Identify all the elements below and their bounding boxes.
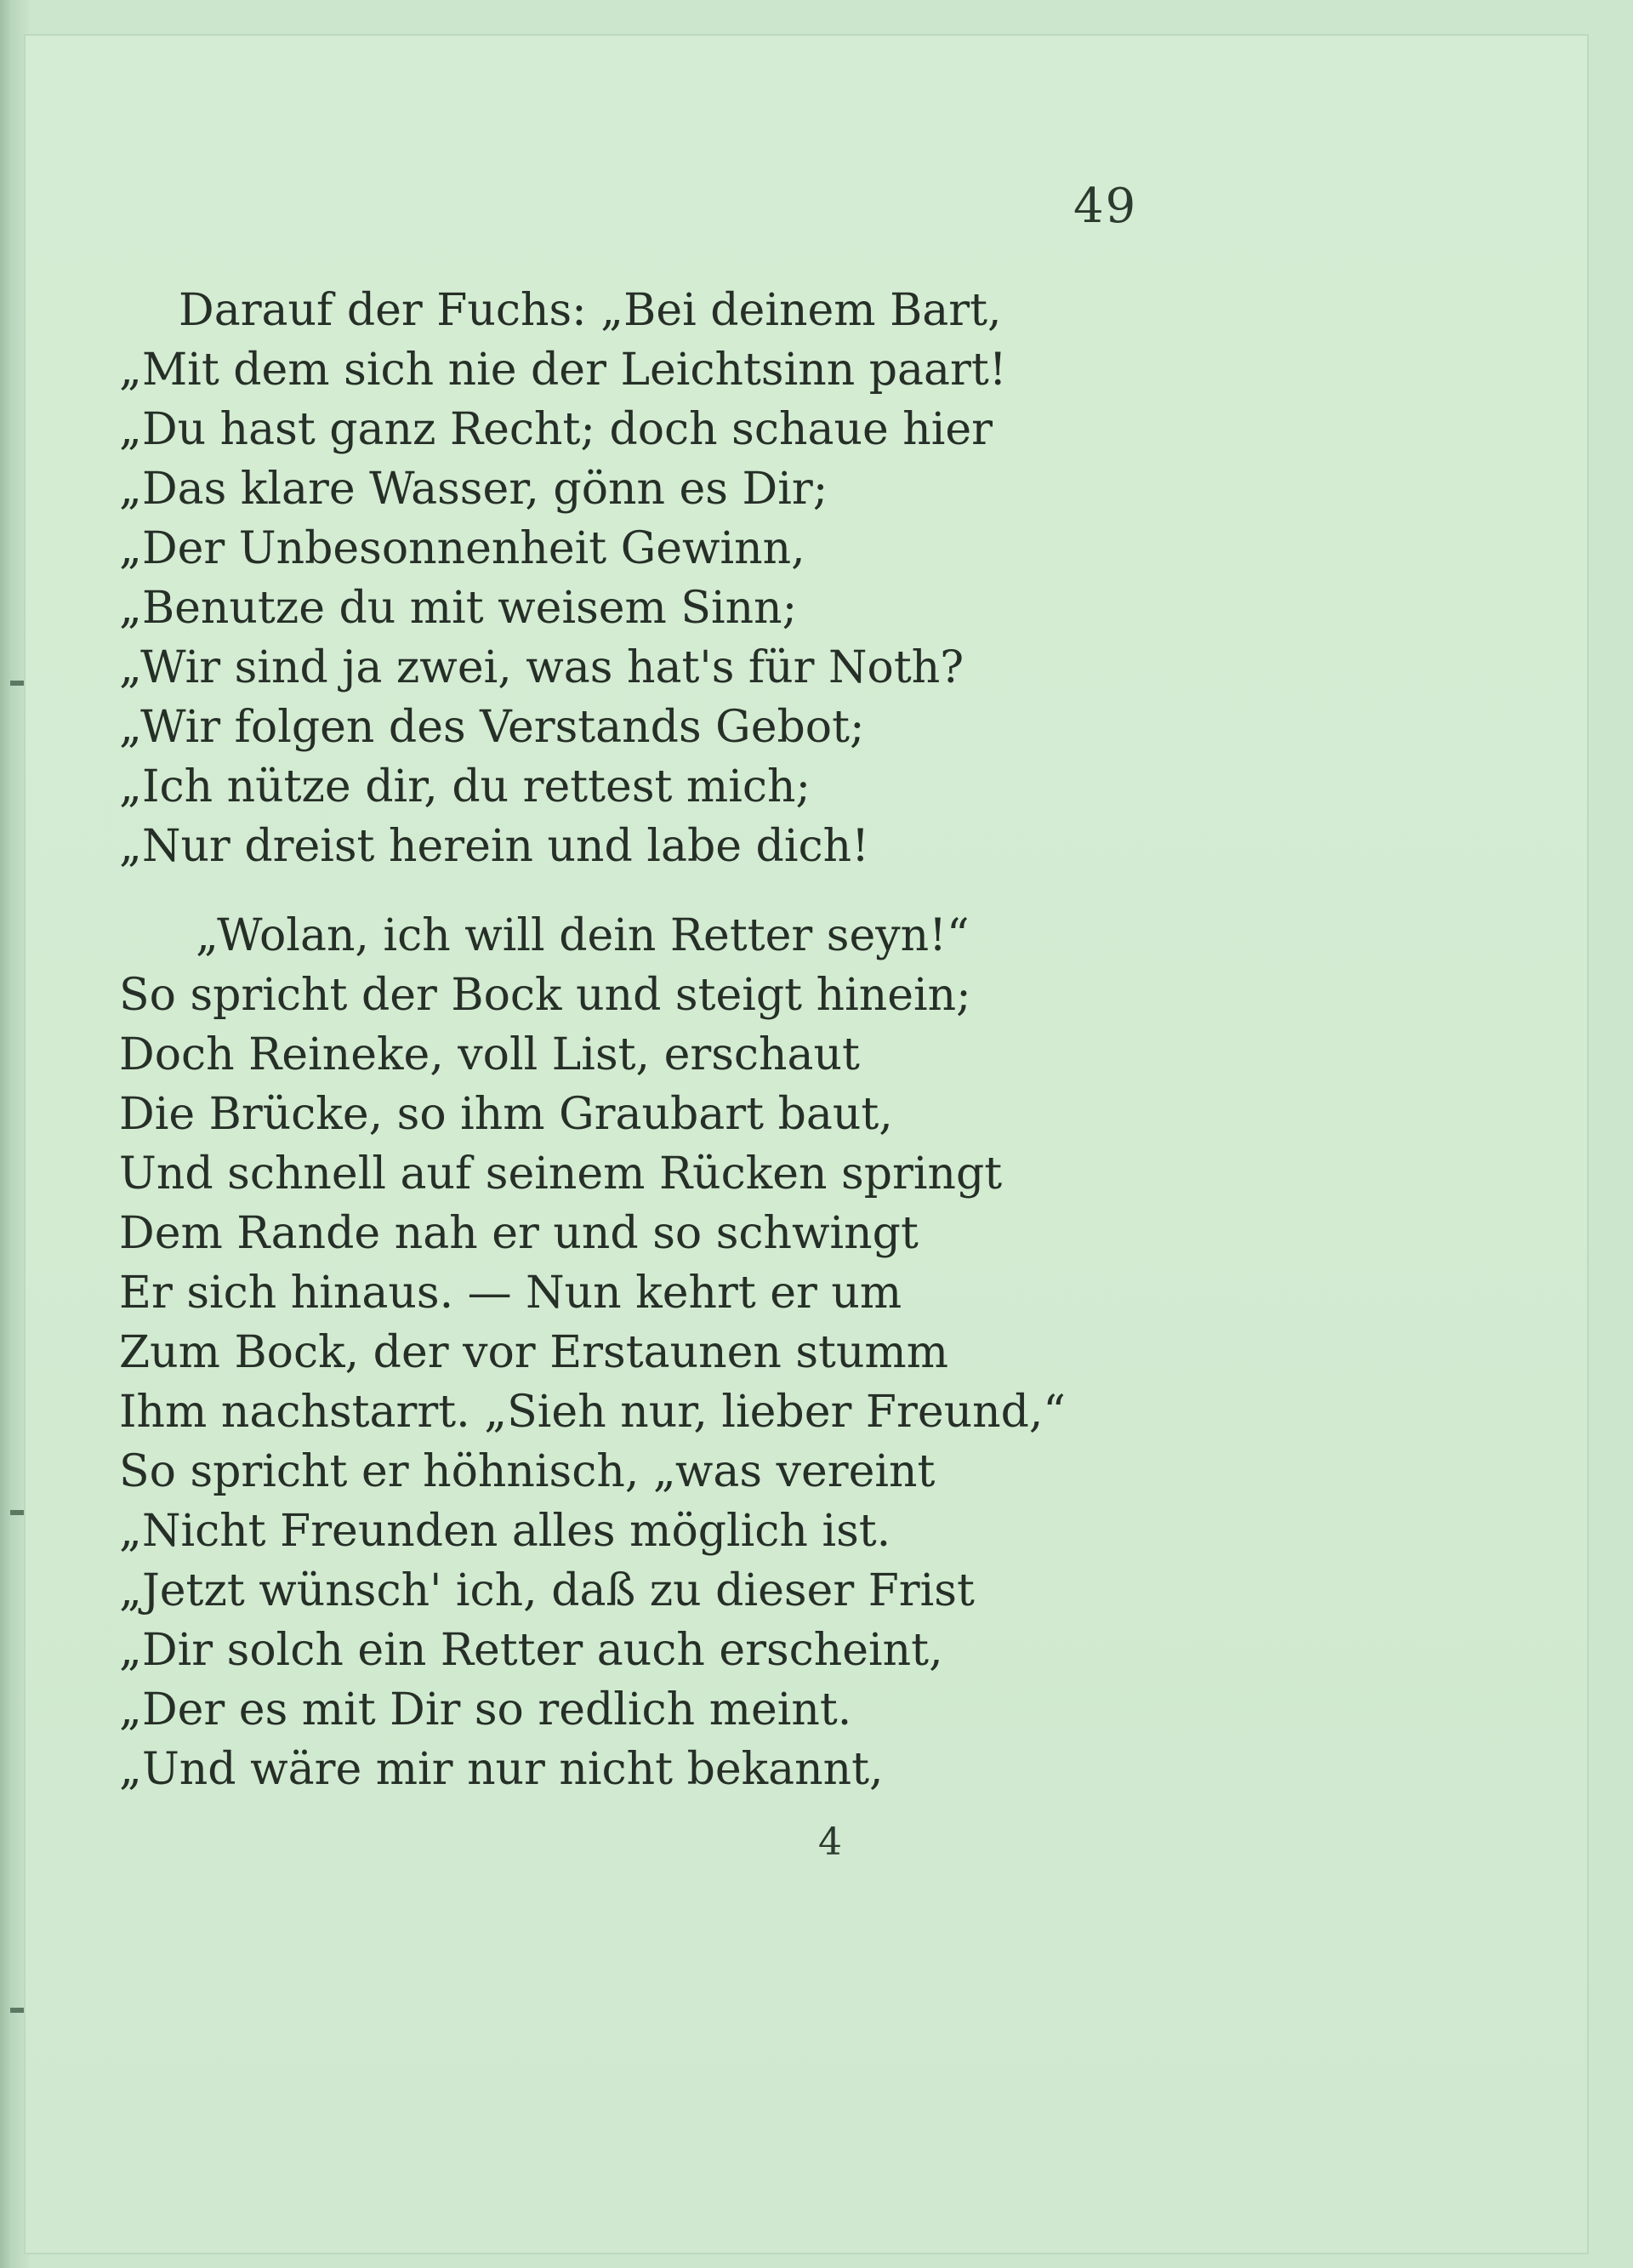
verse-line: Und schnell auf seinem Rücken springt xyxy=(119,1148,1003,1200)
page-number: 49 xyxy=(1073,179,1138,234)
poem-text xyxy=(119,281,1182,1799)
verse-line: Er sich hinaus. — Nun kehrt er um xyxy=(119,1268,902,1319)
verse-line: „Nur dreist herein und labe dich! xyxy=(119,821,869,872)
verse-line: „Wir sind ja zwei, was hat's für Noth? xyxy=(119,642,964,693)
verse-line: „Und wäre mir nur nicht bekannt, xyxy=(119,1744,884,1795)
verse-line: Die Brücke, so ihm Graubart baut, xyxy=(119,1089,893,1140)
verse-line: „Ich nütze dir, du rettest mich; xyxy=(119,761,811,812)
verse-line: „Du hast ganz Recht; doch schaue hier xyxy=(119,404,993,455)
verse-line: „Wir folgen des Verstands Gebot; xyxy=(119,702,865,753)
verse-line: Dem Rande nah er und so schwingt xyxy=(119,1208,919,1259)
verse-line: Doch Reineke, voll List, erschaut xyxy=(119,1029,860,1080)
verse-line: „Benutze du mit weisem Sinn; xyxy=(119,583,798,634)
verse-line: „Jetzt wünsch' ich, daß zu dieser Frist xyxy=(119,1565,975,1616)
verse-line: Zum Bock, der vor Erstaunen stumm xyxy=(119,1327,949,1378)
verse-line: „Der es mit Dir so redlich meint. xyxy=(119,1684,852,1735)
verse-line: „Mit dem sich nie der Leichtsinn paart! xyxy=(119,345,1007,396)
verse-line: „Das klare Wasser, gönn es Dir; xyxy=(119,464,828,515)
verse-line: So spricht der Bock und steigt hinein; xyxy=(119,970,971,1021)
verse-line: „Wolan, ich will dein Retter seyn!“ xyxy=(196,910,970,961)
verse-line: Darauf der Fuchs: „Bei deinem Bart, xyxy=(179,285,1002,336)
verse-line: So spricht er höhnisch, „was vereint xyxy=(119,1446,936,1497)
verse-line: „Der Unbesonnenheit Gewinn, xyxy=(119,523,805,574)
stanza-1 xyxy=(119,281,1182,876)
verse-line: „Dir solch ein Retter auch erscheint, xyxy=(119,1625,943,1676)
stanza-2 xyxy=(119,906,1182,1799)
verse-line: Ihm nachstarrt. „Sieh nur, lieber Freund,“ xyxy=(119,1387,1066,1438)
printer-signature-mark: 4 xyxy=(818,1821,842,1864)
stanza-gap xyxy=(119,876,1182,906)
verse-line: „Nicht Freunden alles möglich ist. xyxy=(119,1506,891,1557)
